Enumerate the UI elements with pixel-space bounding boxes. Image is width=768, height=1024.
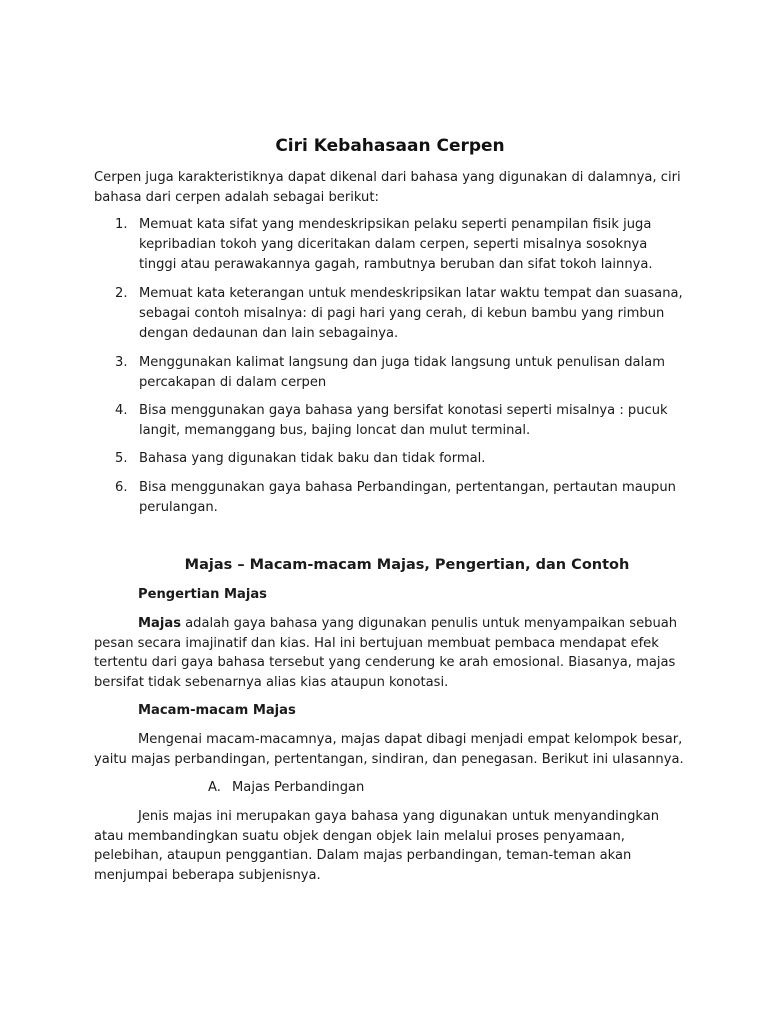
list-item [94, 353, 684, 393]
list-item [94, 215, 684, 275]
list-item-number: 6. [115, 480, 128, 495]
subheading-letter: A. [208, 780, 221, 795]
list-item-text: Menggunakan kalimat langsung dan juga tidak langsung untuk penulisan dalam percakapan di dalam cerpen [139, 355, 665, 390]
list-item [94, 401, 684, 441]
macam-heading: Macam-macam Majas [138, 703, 296, 718]
perbandingan-paragraph: Jenis majas ini merupakan gaya bahasa yang digunakan untuk menyandingkan atau membandingkan suatu objek dengan objek lain melalui proses penyamaan, pelebihan, ataupun penggantian. Dalam majas perbandingan, teman-teman akan menjumpai beberapa subjenisnya. [94, 809, 660, 883]
list-item-number: 2. [115, 286, 128, 301]
pengertian-body: adalah gaya bahasa yang digunakan penulis untuk menyampaikan sebuah pesan secara imajinatif dan kias. Hal ini bertujuan membuat pembaca mendapat efek tertentu dari gaya bahasa tersebut yang cenderung ke arah emosional. Biasanya, majas bersifat tidak sebenarnya alias kias ataupun konotasi. [94, 616, 678, 690]
list-item-text: Bahasa yang digunakan tidak baku dan tidak formal. [139, 451, 486, 466]
ciri-list [94, 215, 684, 518]
list-item-text: Bisa menggunakan gaya bahasa yang bersifat konotasi seperti misalnya : pucuk langit, memanggang bus, bajing loncat dan mulut terminal. [139, 403, 668, 438]
list-item [94, 478, 684, 518]
list-item-number: 3. [115, 355, 128, 370]
list-item-text: Bisa menggunakan gaya bahasa Perbandingan, pertentangan, pertautan maupun perulangan. [139, 480, 676, 515]
list-item [94, 284, 684, 344]
intro-paragraph: Cerpen juga karakteristiknya dapat dikenal dari bahasa yang digunakan di dalamnya, ciri bahasa dari cerpen adalah sebagai berikut: [94, 170, 681, 205]
list-item-text: Memuat kata keterangan untuk mendeskripsikan latar waktu tempat dan suasana, sebagai contoh misalnya: di pagi hari yang cerah, di kebun bambu yang rimbun dengan dedaunan dan lain sebagainya. [139, 286, 683, 341]
pengertian-heading: Pengertian Majas [138, 587, 267, 602]
subheading-majas-perbandingan [208, 778, 364, 798]
list-item-number: 1. [115, 217, 128, 232]
list-item-number: 5. [115, 451, 128, 466]
list-item-text: Memuat kata sifat yang mendeskripsikan pelaku seperti penampilan fisik juga kepribadian tokoh yang diceritakan dalam cerpen, seperti misalnya sosoknya tinggi atau perawakannya gagah, rambutnya beruban dan sifat tokoh lainnya. [139, 217, 653, 272]
list-item-number: 4. [115, 403, 128, 418]
section-title: Majas – Macam-macam Majas, Pengertian, dan Contoh [184, 557, 630, 573]
document-title: Ciri Kebahasaan Cerpen [275, 136, 505, 156]
pengertian-paragraph [94, 614, 684, 692]
subheading-title: Majas Perbandingan [232, 780, 365, 795]
pengertian-term: Majas [138, 616, 181, 631]
list-item [94, 449, 684, 469]
macam-paragraph: Mengenai macam-macamnya, majas dapat dibagi menjadi empat kelompok besar, yaitu majas perbandingan, pertentangan, sindiran, dan penegasan. Berikut ini ulasannya. [94, 732, 684, 767]
